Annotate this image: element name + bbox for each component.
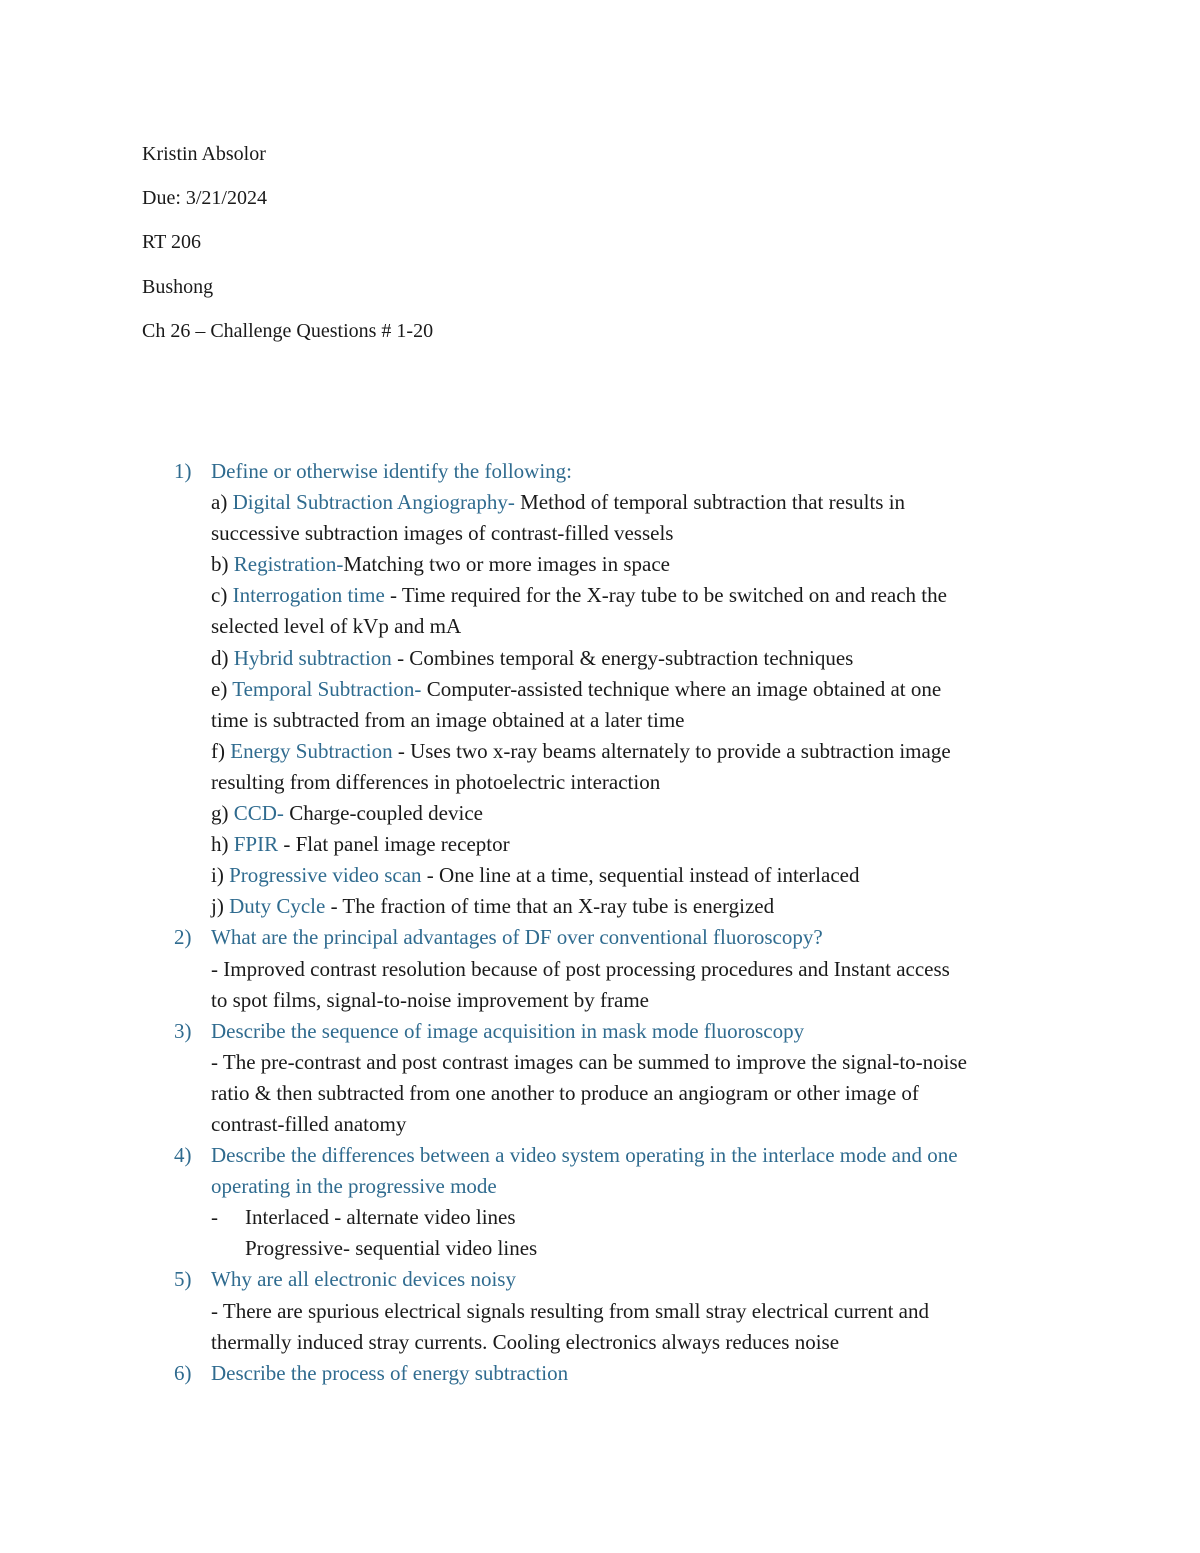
answer-text: Interlaced - alternate video lines — [245, 1205, 516, 1230]
item-prefix: b) — [211, 552, 229, 577]
question-text: What are the principal advantages of DF over conventional fluoroscopy? — [211, 925, 823, 950]
question-number: 1) — [174, 459, 192, 483]
question-3 — [174, 1016, 1074, 1140]
question-text: Define or otherwise identify the following: — [211, 459, 572, 483]
term: Registration- — [233, 552, 344, 577]
term: Progressive video scan — [229, 863, 422, 888]
question-text: Describe the differences between a video system operating in the interlace mode and one — [211, 1143, 958, 1168]
term: Digital Subtraction Angiography- — [232, 490, 515, 515]
term: CCD- — [233, 801, 284, 826]
definition: Charge-coupled device — [289, 801, 483, 826]
question-text: Why are all electronic devices noisy — [211, 1267, 516, 1292]
answer-text: ratio & then subtracted from one another to produce an angiogram or other image of — [211, 1080, 919, 1105]
answer-text: to spot films, signal-to-noise improvement by frame — [211, 987, 650, 1012]
definition-continuation: successive subtraction images of contrast-filled vessels — [211, 521, 674, 546]
definition: Computer-assisted technique where an image obtained at one — [426, 676, 942, 701]
definition-item-d — [211, 643, 1074, 674]
definition: - One line at a time, sequential instead of interlaced — [426, 863, 860, 888]
answer-text: - The pre-contrast and post contrast images can be summed to improve the signal-to-noise — [211, 1049, 967, 1074]
question-5 — [174, 1264, 1074, 1357]
due-date: Due: 3/21/2024 — [142, 187, 267, 210]
document-header — [142, 140, 433, 361]
question-number: 6) — [174, 1360, 192, 1385]
definition: - Combines temporal & energy-subtraction techniques — [397, 645, 854, 670]
term: FPIR — [233, 832, 279, 857]
definition: Method of temporal subtraction that results in — [520, 490, 906, 515]
definition-continuation: resulting from differences in photoelectric interaction — [211, 769, 661, 794]
course-code: RT 206 — [142, 231, 201, 254]
question-text: Describe the sequence of image acquisition in mask mode fluoroscopy — [211, 1018, 805, 1043]
definition: - Flat panel image receptor — [283, 832, 510, 857]
item-prefix: g) — [211, 801, 229, 826]
question-number: 3) — [174, 1018, 192, 1043]
question-4 — [174, 1140, 1074, 1264]
answer-bullet — [211, 1202, 1074, 1264]
definition-item-e — [211, 674, 1074, 705]
question-number: 4) — [174, 1143, 192, 1168]
item-prefix: c) — [211, 583, 228, 608]
answer-text: Progressive- sequential video lines — [245, 1236, 538, 1261]
definition-item-a — [211, 487, 1074, 518]
answer-text: - There are spurious electrical signals resulting from small stray electrical current and — [211, 1298, 929, 1323]
item-prefix: i) — [211, 863, 224, 888]
definition-item-f — [211, 736, 1074, 767]
item-prefix: d) — [211, 645, 229, 670]
answer-text: - Improved contrast resolution because of post processing procedures and Instant access — [211, 956, 950, 981]
term: Interrogation time — [232, 583, 385, 608]
definition-item-g — [211, 798, 1074, 829]
student-name: Kristin Absolor — [142, 143, 266, 165]
item-prefix: f) — [211, 738, 225, 763]
definition: - The fraction of time that an X-ray tube is energized — [330, 894, 775, 919]
question-list — [174, 456, 1074, 1389]
definition-continuation: selected level of kVp and mA — [211, 614, 462, 639]
question-text: Describe the process of energy subtraction — [211, 1360, 569, 1385]
item-prefix: j) — [211, 894, 224, 919]
question-2 — [174, 922, 1074, 1015]
item-prefix: e) — [211, 676, 228, 701]
textbook-author: Bushong — [142, 275, 214, 298]
definition-item-j — [211, 891, 1074, 922]
assignment-title: Ch 26 – Challenge Questions # 1-20 — [142, 319, 434, 342]
term: Duty Cycle — [229, 894, 326, 919]
answer-text: contrast-filled anatomy — [211, 1111, 407, 1136]
dash-marker: - — [211, 1205, 218, 1230]
question-6 — [174, 1358, 1074, 1389]
definition-item-c — [211, 580, 1074, 611]
definition: Matching two or more images in space — [343, 552, 670, 577]
question-number: 5) — [174, 1267, 192, 1292]
term: Energy Subtraction — [230, 738, 393, 763]
definition: - Time required for the X-ray tube to be switched on and reach the — [390, 583, 947, 608]
question-1 — [174, 456, 1074, 922]
term: Temporal Subtraction- — [232, 676, 422, 701]
definition-item-h — [211, 829, 1074, 860]
term: Hybrid subtraction — [233, 645, 392, 670]
definition-continuation: time is subtracted from an image obtained at a later time — [211, 707, 685, 732]
question-text: operating in the progressive mode — [211, 1174, 497, 1199]
item-prefix: a) — [211, 490, 228, 515]
answer-text: thermally induced stray currents. Cooling electronics always reduces noise — [211, 1329, 840, 1354]
definition-item-i — [211, 860, 1074, 891]
item-prefix: h) — [211, 832, 229, 857]
definition: - Uses two x-ray beams alternately to provide a subtraction image — [397, 738, 951, 763]
definition-item-b — [211, 549, 1074, 580]
question-number: 2) — [174, 925, 192, 950]
